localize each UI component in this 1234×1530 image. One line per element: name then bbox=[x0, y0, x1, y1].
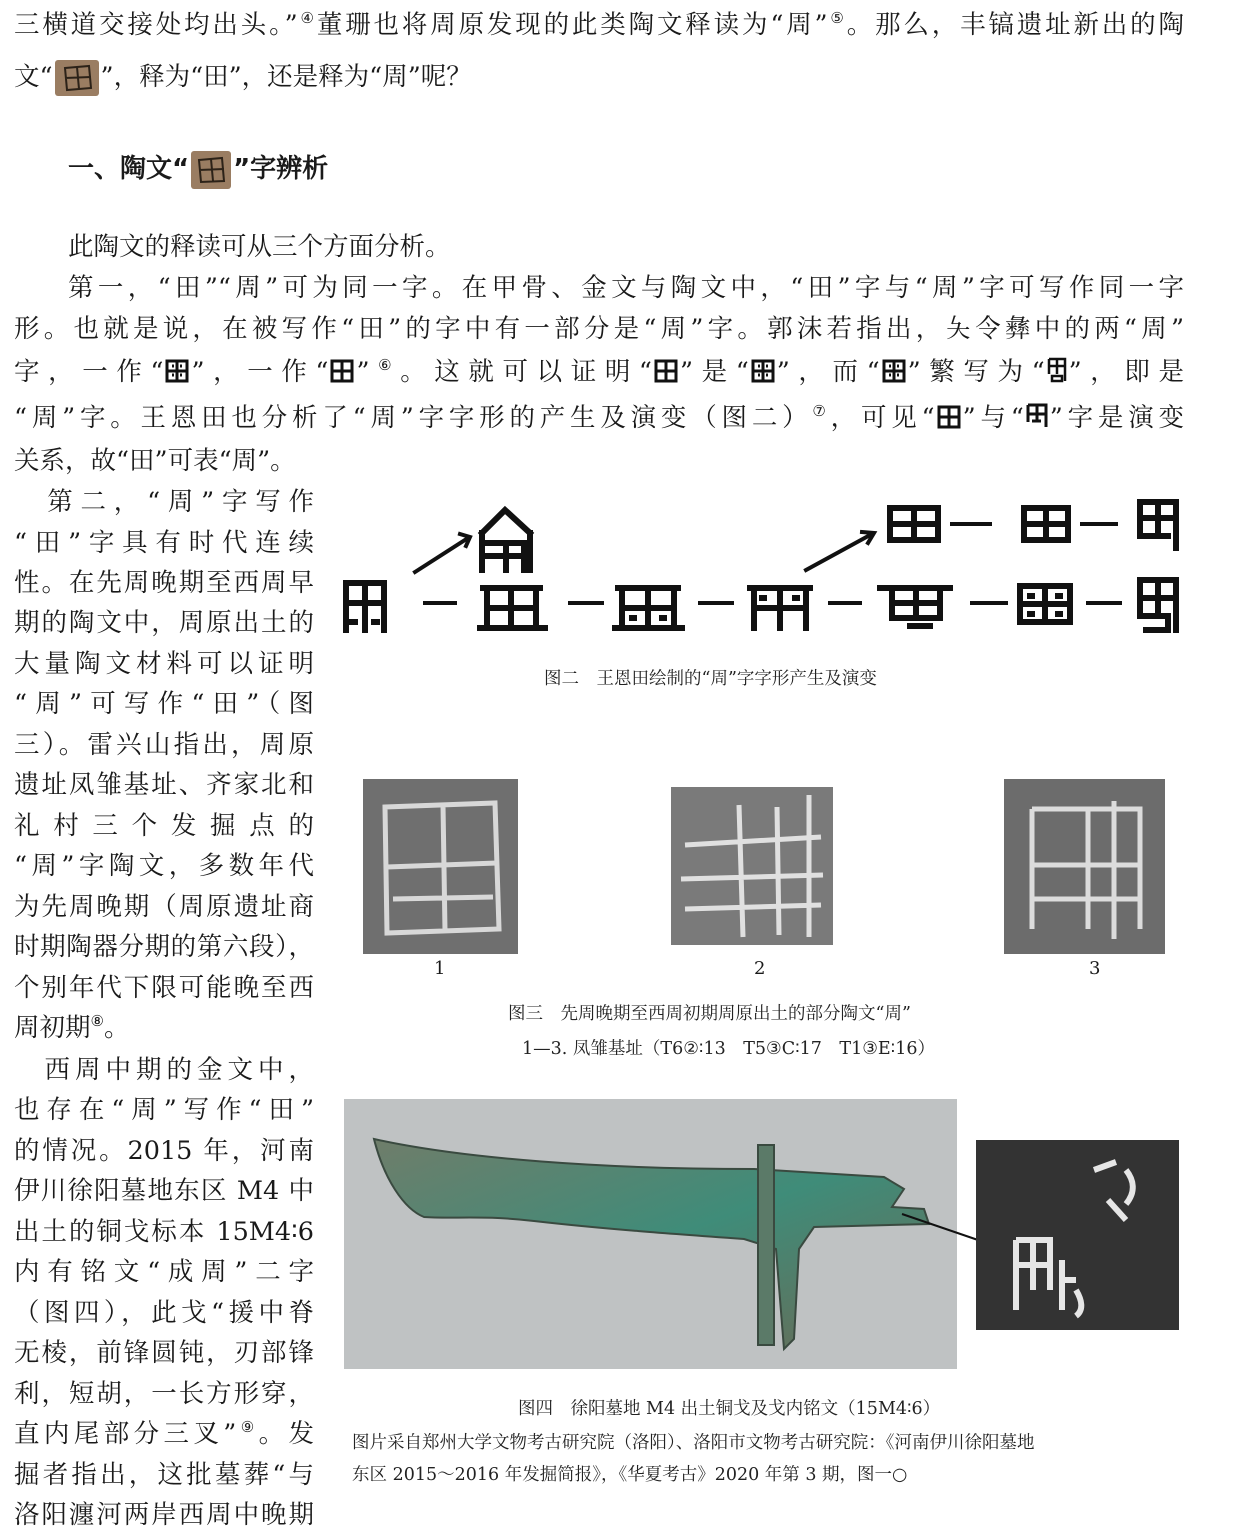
paragraph-line: “周”字。王恩田也分析了“周”字字形的产生及演变（图二）⑦，可见“ ”与“ ”字是演变 bbox=[14, 402, 1184, 433]
column-line: “田”字具有时代连续 bbox=[14, 528, 314, 558]
section-heading: 一、陶文“ ”字辨析 bbox=[68, 148, 328, 189]
column-line: “周”可写作“田”（图 bbox=[14, 689, 314, 719]
pottery-sherd-thumbnail bbox=[191, 151, 231, 189]
paragraph-line: 文“ ”，释为“田”，还是释为“周”呢？ bbox=[14, 60, 472, 96]
figure-4-caption: 图四 徐阳墓地 M4 出土铜戈及戈内铭文（15M4∶6） bbox=[518, 1399, 941, 1419]
figure-3-photo-3 bbox=[1004, 779, 1165, 954]
figure-3-label-2: 2 bbox=[754, 958, 766, 979]
figure-2-glyph-evolution bbox=[340, 488, 1188, 648]
column-line: 洛阳瀍河两岸西周中晚期 bbox=[14, 1500, 314, 1530]
column-line: 无棱，前锋圆钝，刃部锋 bbox=[14, 1338, 314, 1368]
figure-3-caption-detail: 1—3. 凤雏基址（T6②∶13 T5③C∶17 T1③E∶16） bbox=[522, 1039, 936, 1059]
figure-3-label-1: 1 bbox=[434, 958, 446, 979]
pottery-sherd-thumbnail bbox=[55, 60, 99, 96]
column-line: 内有铭文“成周”二字 bbox=[14, 1257, 314, 1287]
column-line: 礼村三个发掘点的 bbox=[14, 811, 314, 841]
paragraph-line: 字，一作“ ”，一作“ ”⑥。这就可以证明“ ”是“ ”，而“ ”繁写为“ ”，即是 bbox=[14, 356, 1185, 387]
zhou-complex-glyph-icon bbox=[1046, 356, 1068, 384]
figure-4-bronze-ge-photo bbox=[344, 1099, 957, 1369]
figure-3-label-3: 3 bbox=[1089, 958, 1101, 979]
paragraph-line: 第一，“田”“周”可为同一字。在甲骨、金文与陶文中，“田”字与“周”字可写作同一字 bbox=[68, 273, 1184, 303]
column-line: 大量陶文材料可以证明 bbox=[14, 649, 314, 679]
paragraph-line: 形。也就是说，在被写作“田”的字中有一部分是“周”字。郭沫若指出，夨令彝中的两“周” bbox=[14, 314, 1184, 344]
paragraph-line: 关系，故“田”可表“周”。 bbox=[14, 446, 296, 476]
column-line: 利，短胡，一长方形穿， bbox=[14, 1379, 314, 1409]
tian-glyph-icon bbox=[653, 358, 679, 384]
column-line: 为先周晚期（周原遗址商 bbox=[14, 892, 314, 922]
paragraph-line: 三横道交接处均出头。”④董珊也将周原发现的此类陶文释读为“周”⑤。那么，丰镐遗址新出的陶 bbox=[14, 9, 1184, 40]
column-line: 直内尾部分三叉”⑨。发 bbox=[14, 1418, 314, 1449]
column-line: 时期陶器分期的第六段）， bbox=[14, 932, 314, 962]
column-line: 性。在先周晚期至西周早 bbox=[14, 568, 314, 598]
tian-glyph-icon bbox=[936, 404, 962, 430]
paragraph-line: 此陶文的释读可从三个方面分析。 bbox=[68, 232, 451, 262]
figure-2-caption: 图二 王恩田绘制的“周”字字形产生及演变 bbox=[544, 669, 877, 689]
column-line: 西周中期的金文中， bbox=[14, 1055, 314, 1085]
column-line: 伊川徐阳墓地东区 M4 中 bbox=[14, 1176, 314, 1206]
tian-glyph-icon bbox=[329, 358, 355, 384]
figure-4-source-line-2: 东区 2015～2016 年发掘简报》，《华夏考古》2020 年第 3 期，图一○ bbox=[352, 1465, 908, 1485]
column-line: 掘者指出，这批墓葬“与 bbox=[14, 1460, 314, 1490]
column-line: （图四），此戈“援中脊 bbox=[14, 1298, 314, 1328]
zhou-evolved-glyph-icon bbox=[1025, 402, 1049, 430]
column-line: 遗址凤雏基址、齐家北和 bbox=[14, 770, 314, 800]
column-line: 的情况。2015 年，河南 bbox=[14, 1136, 314, 1166]
column-line: 也存在“周”写作“田” bbox=[14, 1095, 314, 1125]
zhou-glyph-icon bbox=[164, 358, 190, 384]
figure-4-pointer-line bbox=[900, 1200, 980, 1260]
column-line: 三）。雷兴山指出，周原 bbox=[14, 730, 314, 760]
figure-3-caption: 图三 先周晚期至西周初期周原出土的部分陶文“周” bbox=[508, 1004, 911, 1024]
zhou-glyph-icon bbox=[881, 358, 907, 384]
column-line: “周”字陶文，多数年代 bbox=[14, 851, 314, 881]
figure-4-source-line-1: 图片采自郑州大学文物考古研究院（洛阳）、洛阳市文物考古研究院：《河南伊川徐阳墓地 bbox=[352, 1433, 1035, 1453]
figure-4-inscription-rubbing bbox=[976, 1140, 1179, 1330]
figure-3-photo-2 bbox=[671, 787, 833, 945]
column-line: 期的陶文中，周原出土的 bbox=[14, 608, 314, 638]
column-line: 个别年代下限可能晚至西 bbox=[14, 973, 314, 1003]
column-line: 周初期⑧。 bbox=[14, 1012, 130, 1043]
zhou-glyph-icon bbox=[750, 358, 776, 384]
column-line: 出土的铜戈标本 15M4∶6 bbox=[14, 1217, 314, 1247]
figure-3-photo-1 bbox=[363, 779, 518, 954]
column-line: 第二，“周”字写作 bbox=[14, 487, 314, 517]
